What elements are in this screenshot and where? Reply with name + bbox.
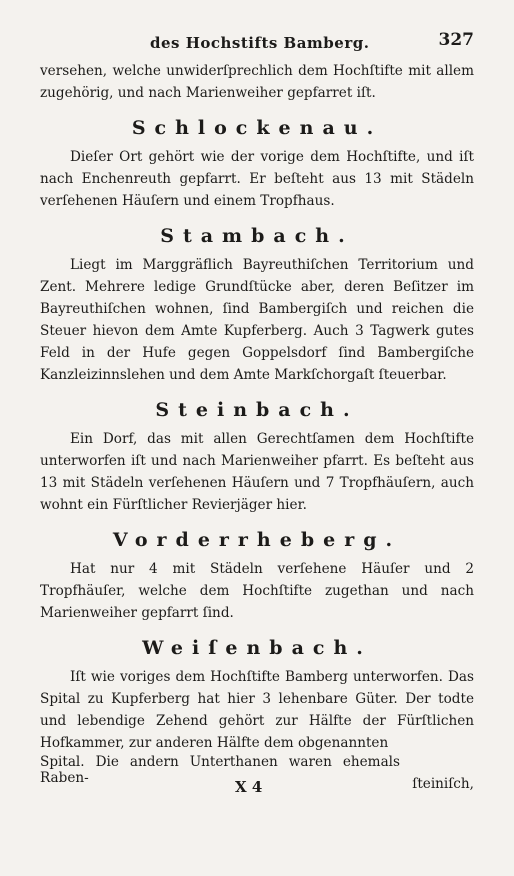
intro-paragraph: versehen, welche unwiderſprechlich dem Hochſtifte mit allem zugehörig, und nach Marienweiher gepfarret iſt.: [40, 63, 474, 101]
section-text-schlockenau: Dieſer Ort gehört wie der vorige dem Hochſtifte, und iſt nach Enchenreuth gepfarrt. Er beſteht aus 13 mit Städeln verſehenen Häuſern und einem Tropfhaus.: [40, 149, 474, 209]
section-title-stambach: Stambach.: [160, 225, 354, 247]
last-text-line: Spital. Die andern Unterthanen waren ehemals Raben-: [40, 754, 400, 786]
section-text-weisenbach: Iſt wie voriges dem Hochſtifte Bamberg unterworfen. Das Spital zu Kupferberg hat hier 3 lehenbare Güter. Der todte und lebendige Zehend gehört zur Hälfte der Fürſtlichen Hofkammer, zur anderen Hälfte dem obgenannten: [40, 669, 474, 751]
section-title-steinbach: Steinbach.: [155, 399, 359, 421]
section-text-stambach: Liegt im Marggräflich Bayreuthiſchen Territorium und Zent. Mehrere ledige Grundſtücke aber, deren Beſitzer im Bayreuthiſchen wohnen, ſind Bambergiſch und reichen die Steuer hievon dem Amte Kupferberg. Auch 3 Tagwerk gutes Feld in der Hufe gegen Goppelsdorf ſind Bambergiſche Kanzleizinnslehen und dem Amte Markſchorgaſt ſteuerbar.: [40, 257, 474, 383]
page-number: 327: [438, 30, 474, 50]
section-text-steinbach: Ein Dorf, das mit allen Gerechtſamen dem Hochſtifte unterworfen iſt und nach Marienweiher pfarrt. Es beſteht aus 13 mit Städeln verſehenen Häuſern und 7 Tropfhäuſern, auch wohnt ein Fürſtlicher Revierjäger hier.: [40, 431, 474, 513]
catchword: ſteiniſch,: [412, 776, 474, 792]
section-title-vorderrheberg: Vorderrheberg.: [112, 529, 402, 551]
running-head: [40, 30, 474, 60]
section-title-weisenbach: Weiſenbach.: [142, 637, 372, 659]
section-text-vorderrheberg: Hat nur 4 mit Städeln verſehene Häuſer und 2 Tropfhäuſer, welche dem Hochſtifte zugethan und nach Marienweiher gepfarrt ſind.: [40, 561, 474, 621]
page-footer: [40, 776, 474, 798]
section-title-schlockenau: Schlockenau.: [131, 117, 383, 139]
running-title: des Hochstifts Bamberg.: [150, 34, 370, 52]
signature-mark: X 4: [235, 778, 263, 796]
